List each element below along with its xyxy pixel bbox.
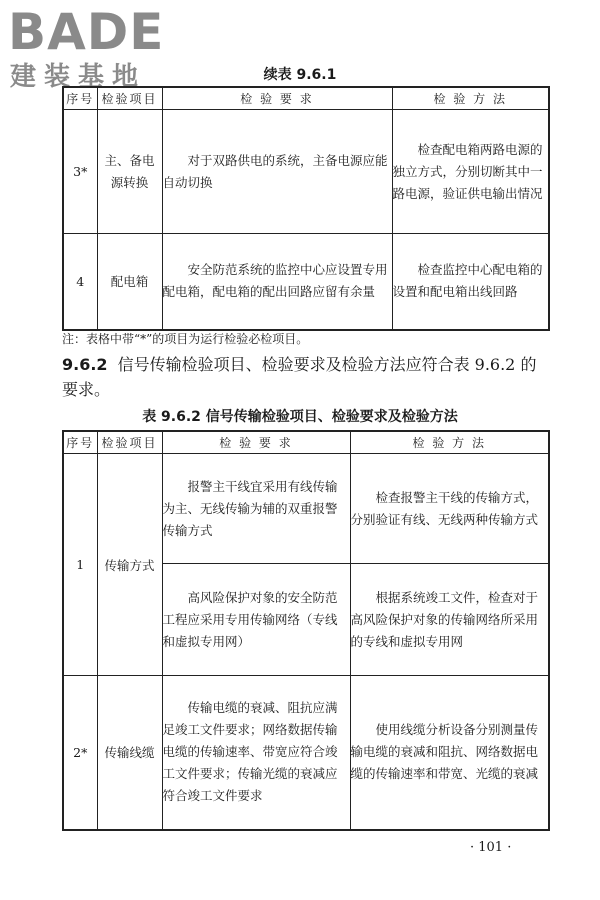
row-requirement: 传输电缆的衰减、阻抗应满足竣工文件要求；网络数据传输电缆的传输速率、带宽应符合竣工文件要求；传输光缆的衰减应符合竣工文件要求 [162,676,350,830]
table1-title: 续表 9.6.1 [263,67,337,83]
table1 [62,86,550,331]
logo-subtitle: 建装基地 [10,62,147,92]
row-method: 检查监控中心配电箱的设置和配电箱出线回路 [392,234,549,330]
table2-header-row [63,431,549,454]
row-requirement: 安全防范系统的监控中心应设置专用配电箱，配电箱的配出回路应留有余量 [162,234,392,330]
row-method: 检查配电箱两路电源的独立方式，分别切断其中一路电源，验证供电输出情况 [392,110,549,234]
row-requirement: 报警主干线宜采用有线传输为主、无线传输为辅的双重报警传输方式 [162,454,350,564]
page-number: · 101 · [470,840,512,855]
table2 [62,430,550,831]
row-requirement: 高风险保护对象的安全防范工程应采用专用传输网络（专线和虚拟专用网） [162,564,350,676]
row-item: 传输方式 [97,454,162,676]
col-header-item: 检验项目 [97,431,162,454]
row-method: 检查报警主干线的传输方式，分别验证有线、无线两种传输方式 [350,454,549,564]
table-row [63,454,549,564]
row-item: 配电箱 [97,234,162,330]
col-header-method: 检 验 方 法 [350,431,549,454]
row-item: 主、备电源转换 [97,110,162,234]
row-no: 4 [63,234,97,330]
section-number: 9.6.2 [62,355,108,374]
row-item: 传输线缆 [97,676,162,830]
row-requirement: 对于双路供电的系统，主备电源应能自动切换 [162,110,392,234]
row-no: 3* [63,110,97,234]
col-header-item: 检验项目 [97,87,162,110]
section-text: 信号传输检验项目、检验要求及检验方法应符合表 9.6.2 的要求。 [62,355,537,399]
col-header-no: 序号 [63,87,97,110]
row-no: 2* [63,676,97,830]
table2-title: 表 9.6.2 信号传输检验项目、检验要求及检验方法 [142,409,458,425]
col-header-requirement: 检 验 要 求 [162,431,350,454]
col-header-method: 检 验 方 法 [392,87,549,110]
row-no: 1 [63,454,97,676]
table1-header-row [63,87,549,110]
col-header-requirement: 检 验 要 求 [162,87,392,110]
col-header-no: 序号 [63,431,97,454]
table-row [63,234,549,330]
logo-wordmark: BADE [8,3,165,61]
table-note: 注：表格中带“*”的项目为运行检验必检项目。 [62,332,309,346]
row-method: 根据系统竣工文件，检查对于高风险保护对象的传输网络所采用的专线和虚拟专用网 [350,564,549,676]
row-method: 使用线缆分析设备分别测量传输电缆的衰减和阻抗、网络数据电缆的传输速率和带宽、光缆的衰减 [350,676,549,830]
table-row [63,110,549,234]
section-paragraph [62,352,552,402]
table-row [63,676,549,830]
